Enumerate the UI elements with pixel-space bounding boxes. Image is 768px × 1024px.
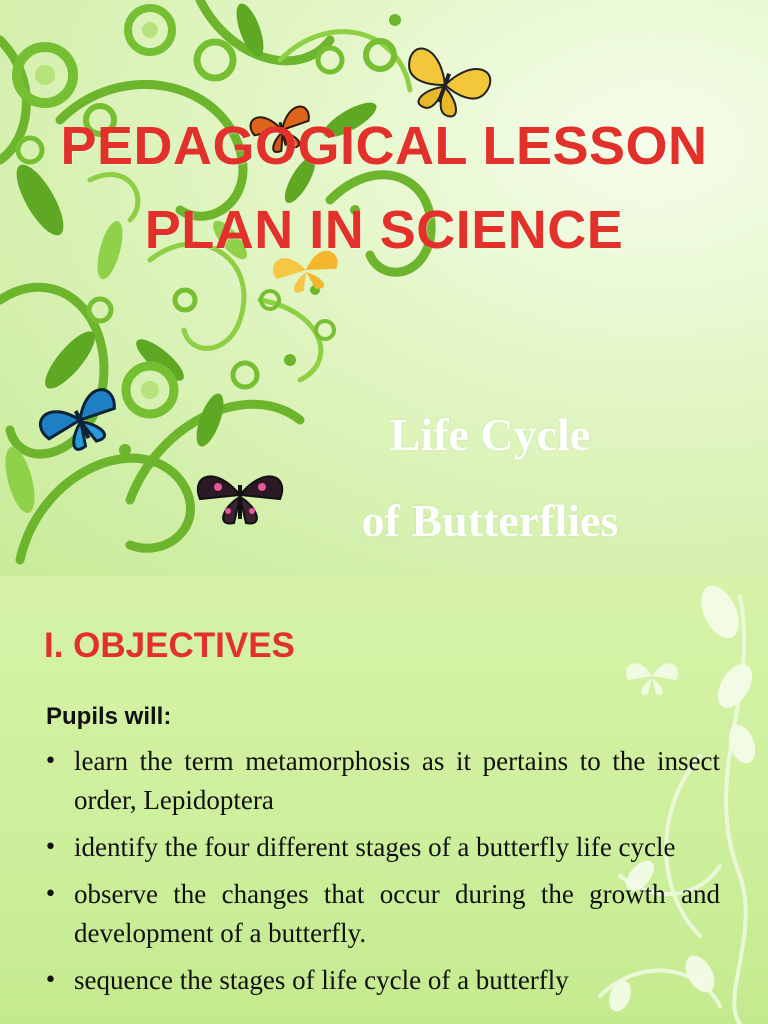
subtitle-line-2: of Butterflies	[361, 495, 619, 546]
butterfly-outline-icon	[626, 663, 678, 694]
subtitle-line-1: Life Cycle	[389, 409, 591, 460]
slide-subtitle	[300, 392, 680, 564]
slide-title	[0, 104, 768, 272]
bullet-icon: •	[44, 882, 57, 907]
objectives-list	[44, 742, 720, 1008]
list-item: • observe the changes that occur during the growth and development of a butterfly.	[44, 875, 720, 953]
title-line-1: PEDAGOGICAL LESSON	[60, 116, 708, 176]
title-line-2: PLAN IN SCIENCE	[144, 200, 624, 260]
list-item: • sequence the stages of life cycle of a butterfly	[44, 961, 720, 1000]
list-item: • learn the term metamorphosis as it pertains to the insect order, Lepidoptera	[44, 742, 720, 820]
section-heading: I. OBJECTIVES	[44, 626, 295, 665]
objectives-slide	[0, 576, 768, 1024]
objectives-intro: Pupils will:	[46, 703, 172, 730]
bullet-icon: •	[44, 968, 57, 993]
bullet-icon: •	[44, 749, 57, 774]
bullet-icon: •	[44, 835, 57, 860]
list-item: • identify the four different stages of a butterfly life cycle	[44, 828, 720, 867]
